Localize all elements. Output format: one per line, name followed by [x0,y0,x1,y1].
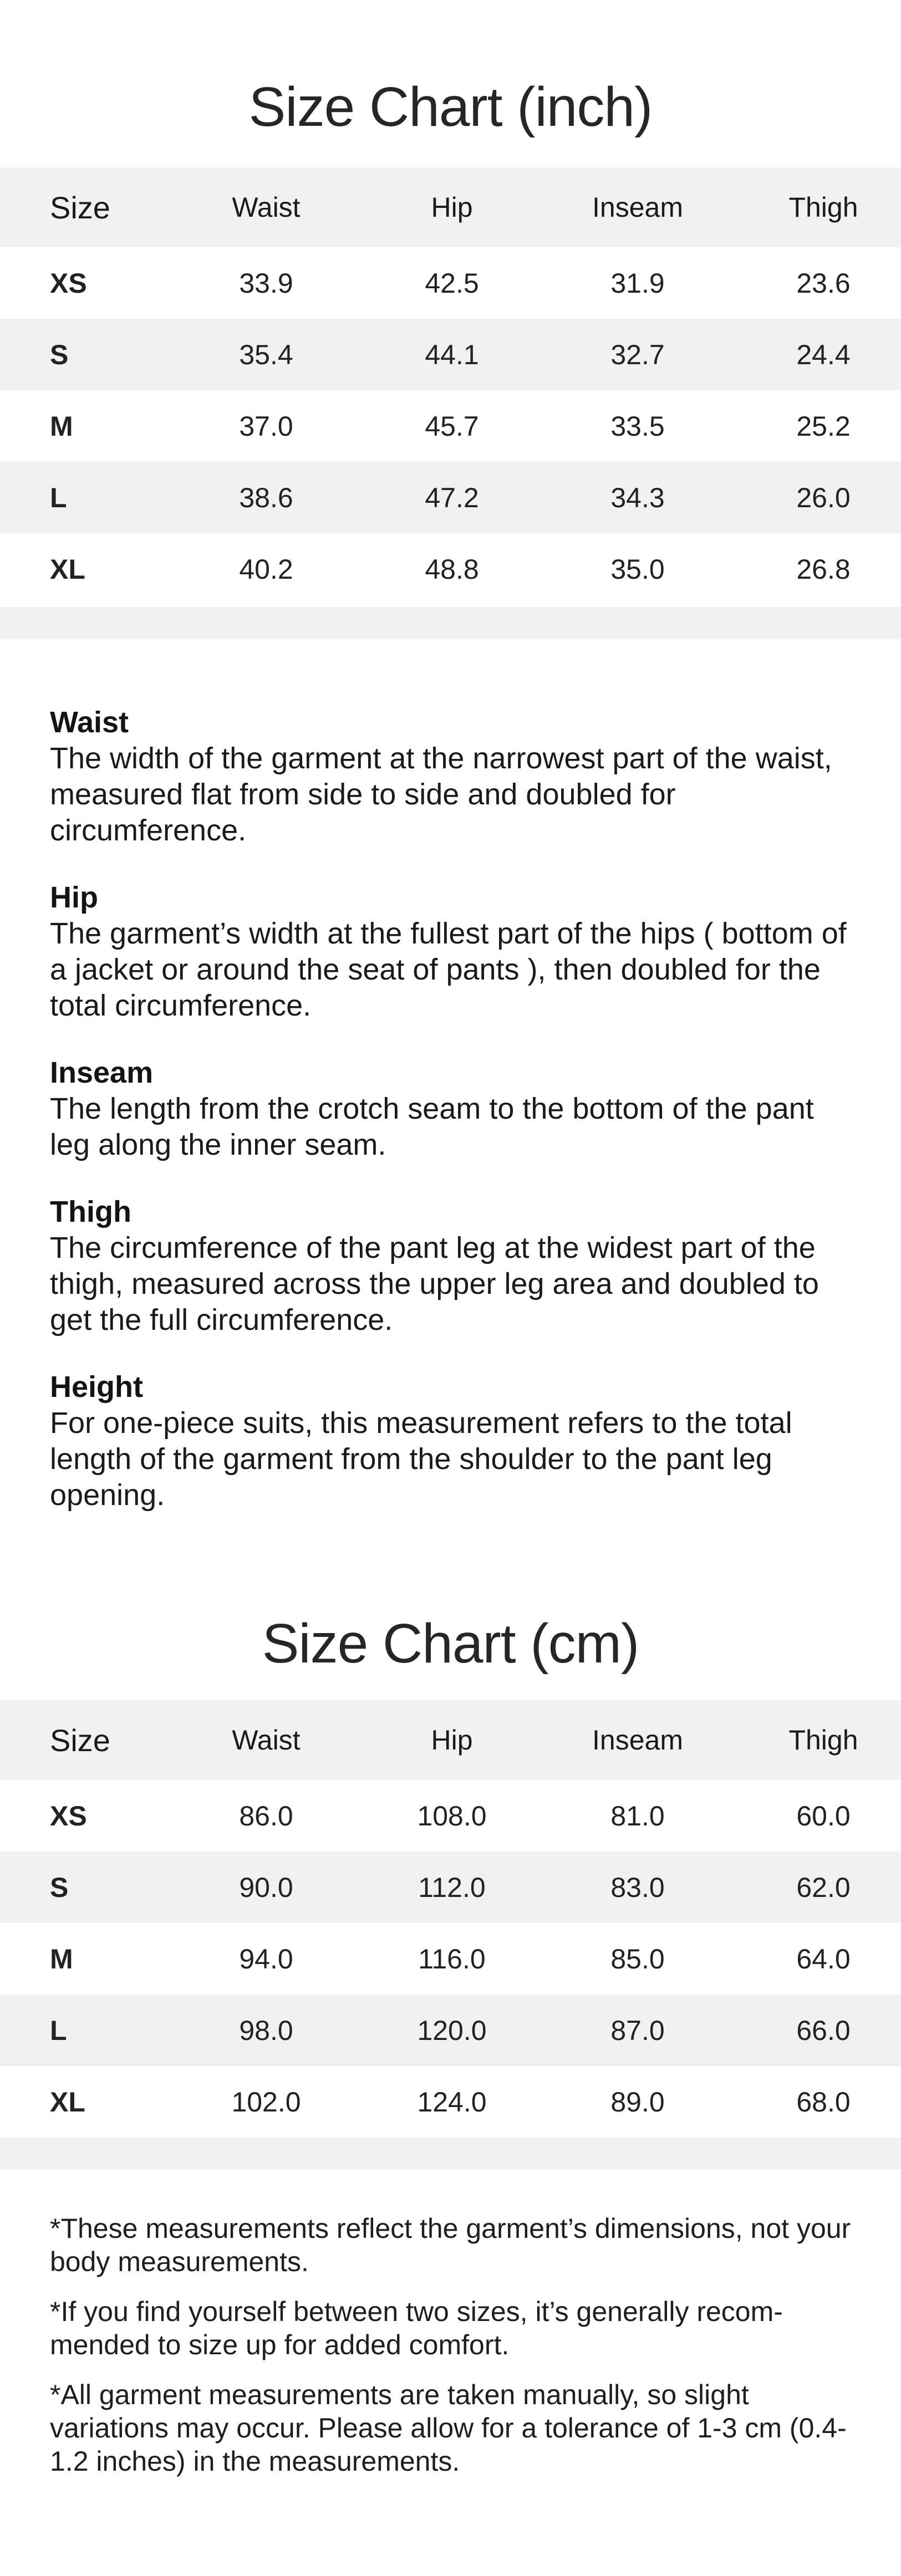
waist-value: 38.6 [239,482,293,513]
inseam-value: 33.5 [610,410,665,442]
header-inseam: Inseam [592,1725,683,1756]
footnotes [50,2212,859,2495]
definition-title: Hip [50,881,98,914]
table-header-row [0,167,901,247]
hip-value: 120.0 [417,2014,487,2046]
thigh-value: 26.0 [796,482,851,513]
size-label: L [50,482,67,513]
definition-waist [50,704,859,849]
header-waist: Waist [232,1725,301,1756]
header-size: Size [50,190,110,225]
definition-title: Height [50,1370,143,1404]
thigh-value: 62.0 [796,1871,851,1903]
hip-value: 116.0 [418,1943,486,1975]
definition-title: Inseam [50,1056,154,1089]
waist-value: 94.0 [239,1943,293,1975]
thigh-value: 66.0 [796,2014,851,2046]
definition-height [50,1369,859,1513]
cm-size-table [0,1700,901,2138]
header-thigh: Thigh [788,192,858,223]
measurement-definitions [50,704,859,1544]
thigh-value: 60.0 [796,1800,851,1832]
inseam-value: 35.0 [610,553,665,585]
definition-thigh [50,1193,859,1338]
hip-value: 108.0 [417,1800,487,1832]
size-label: M [50,1943,73,1975]
hip-value: 47.2 [425,482,479,513]
table-row [0,462,901,533]
size-label: XS [50,1800,87,1832]
definition-text: The circumference of the pant leg at the widest part of the thigh, measured across the upper leg area and doubled to get the full circumference. [50,1231,819,1337]
inseam-value: 83.0 [610,1871,665,1903]
size-label: XS [50,267,87,299]
inseam-value: 89.0 [610,2086,665,2118]
definition-title: Thigh [50,1195,131,1228]
size-label: L [50,2014,67,2046]
cm-chart-title: Size Chart (cm) [262,1613,639,1675]
waist-value: 86.0 [239,1800,293,1832]
waist-value: 40.2 [239,553,293,585]
table-bottom-band [0,607,901,639]
waist-value: 102.0 [231,2086,301,2118]
thigh-value: 24.4 [796,339,851,370]
hip-value: 112.0 [418,1871,486,1903]
size-label: XL [50,2086,85,2118]
waist-value: 98.0 [239,2014,293,2046]
waist-value: 35.4 [239,339,293,370]
header-hip: Hip [431,1725,473,1756]
header-inseam: Inseam [592,192,683,223]
table-row [0,1780,901,1851]
waist-value: 90.0 [239,1871,293,1903]
header-size: Size [50,1722,110,1758]
table-row [0,1923,901,1995]
waist-value: 37.0 [239,410,293,442]
definition-text: The garment’s width at the fullest part of the hips ( bottom of a jacket or around the seat of pants ), then doubled for the total circumference. [50,917,847,1022]
hip-value: 124.0 [417,2086,487,2118]
header-waist: Waist [232,192,301,223]
size-label: M [50,410,73,442]
hip-value: 44.1 [425,339,479,370]
waist-value: 33.9 [239,267,293,299]
table-row [0,390,901,462]
inch-size-table [0,167,901,605]
inseam-value: 32.7 [610,339,665,370]
note-size-up: *If you find yourself between two sizes, it’s generally recom-mended to size up for added comfort. [50,2296,783,2360]
thigh-value: 25.2 [796,410,851,442]
header-thigh: Thigh [788,1725,858,1756]
size-label: XL [50,553,85,585]
table-header-row [0,1700,901,1780]
inseam-value: 85.0 [610,1943,665,1975]
hip-value: 48.8 [425,553,479,585]
table-row [0,1995,901,2066]
table-row [0,2066,901,2138]
thigh-value: 23.6 [796,267,851,299]
definition-text: The width of the garment at the narrowest part of the waist, measured flat from side to side and doubled for circumference. [50,742,832,847]
note-tolerance: *All garment measurements are taken manually, so slight variations may occur. Please allow for a tolerance of 1-3 cm (0.4-1.2 inches) in the measurements. [50,2379,847,2477]
hip-value: 45.7 [425,410,479,442]
table-row [0,533,901,605]
inseam-value: 87.0 [610,2014,665,2046]
inch-chart-title: Size Chart (inch) [248,76,653,138]
header-hip: Hip [431,192,473,223]
table-row [0,1851,901,1923]
note-garment-dimensions: *These measurements reflect the garment’s dimensions, not your body measurements. [50,2213,851,2277]
thigh-value: 64.0 [796,1943,851,1975]
definition-text: For one-piece suits, this measurement refers to the total length of the garment from the shoulder to the pant leg opening. [50,1406,792,1512]
table-row [0,319,901,390]
thigh-value: 68.0 [796,2086,851,2118]
definition-title: Waist [50,706,129,739]
thigh-value: 26.8 [796,553,851,585]
size-label: S [50,1871,69,1903]
inseam-value: 81.0 [610,1800,665,1832]
size-label: S [50,339,69,370]
hip-value: 42.5 [425,267,479,299]
table-bottom-band [0,2138,901,2170]
inseam-value: 34.3 [610,482,665,513]
definition-hip [50,879,859,1024]
definition-inseam [50,1054,859,1163]
definition-text: The length from the crotch seam to the bottom of the pant leg along the inner seam. [50,1092,814,1161]
table-row [0,247,901,319]
inseam-value: 31.9 [610,267,665,299]
